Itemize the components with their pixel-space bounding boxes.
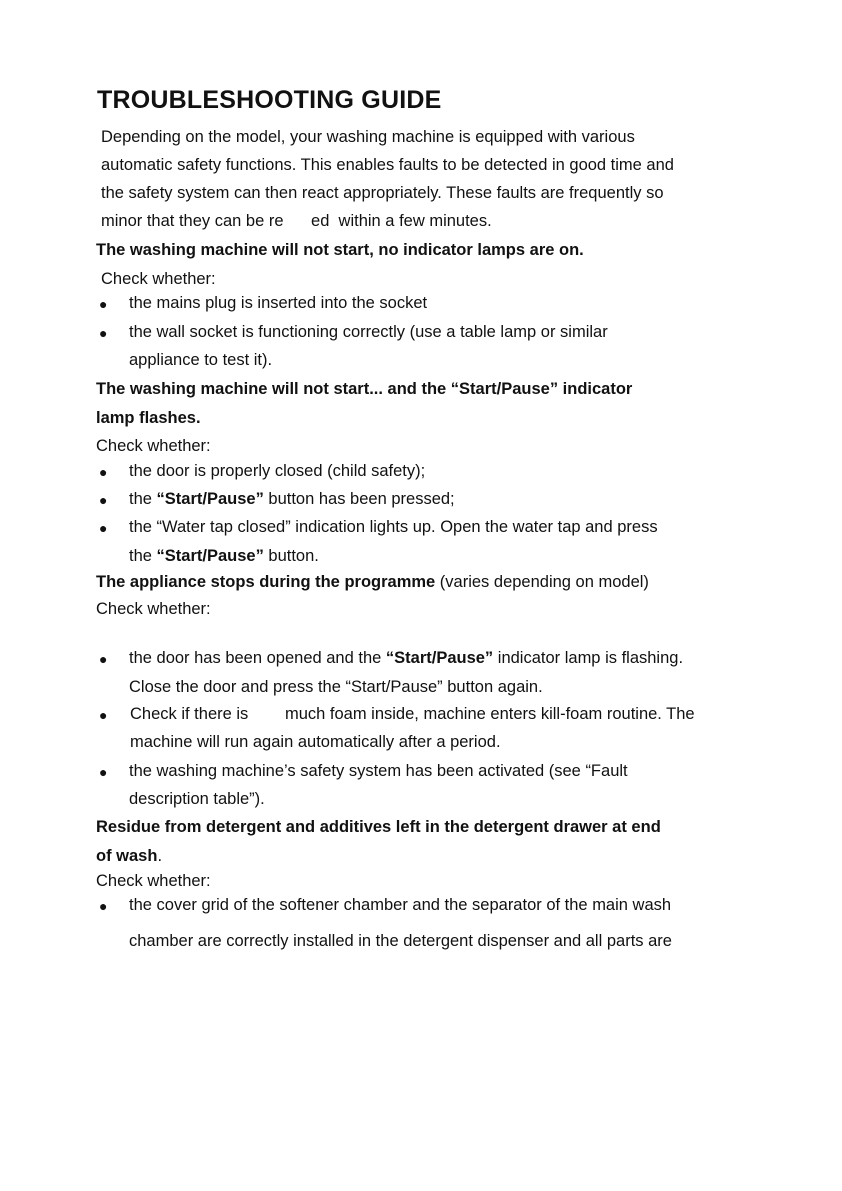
text-run: the [129,547,157,565]
section3-item-2-cont: machine will run again automatically after a period. [130,733,501,751]
section4-heading: Residue from detergent and additives left in the detergent drawer at end [96,818,661,836]
bullet-icon: ● [99,520,108,536]
bullet-icon: ● [99,464,108,480]
section2-heading: The washing machine will not start... and the “Start/Pause” indicator [96,380,633,398]
bullet-icon: ● [99,707,108,723]
section2-item-3: the “Water tap closed” indication lights up. Open the water tap and press [129,518,658,536]
section3-item-3: the washing machine’s safety system has been activated (see “Fault [129,762,628,780]
section1-item-2-cont: appliance to test it). [129,351,273,369]
bullet-icon: ● [99,492,108,508]
section3-item-1 [129,648,683,668]
section2-check: Check whether: [96,437,211,455]
start-pause-label: “Start/Pause” [385,649,494,667]
section4-item-1: the cover grid of the softener chamber and the separator of the main wash [129,896,672,914]
intro-line-1: Depending on the model, your washing machine is equipped with various [101,128,635,146]
text-run: the [129,490,157,508]
text-run: button has been pressed; [263,490,455,508]
section2-item-1: the door is properly closed (child safety); [129,462,426,480]
section1-item-1: the mains plug is inserted into the socket [129,294,428,312]
section4-heading-cont [96,846,162,866]
section2-item-2 [129,489,455,509]
section3-item-2: Check if there is much foam inside, machine enters kill-foam routine. The [130,705,695,723]
text-run: (varies depending on model) [435,573,649,591]
section1-heading: The washing machine will not start, no indicator lamps are on. [96,241,584,259]
section3-heading [96,572,649,592]
section1-check: Check whether: [101,270,216,288]
bullet-icon: ● [99,651,108,667]
bullet-icon: ● [99,325,108,341]
start-pause-label: “Start/Pause” [156,547,264,565]
text-run: . [157,847,163,865]
start-pause-label: “Start/Pause” [156,490,264,508]
section2-heading-cont: lamp flashes. [96,409,201,427]
page-title: TROUBLESHOOTING GUIDE [97,86,442,114]
intro-line-4: minor that they can be re ed within a few minutes. [101,212,492,230]
section2-item-3-cont [129,546,319,566]
text-run: The appliance stops during the programme [96,573,436,591]
bullet-icon: ● [99,898,108,914]
section3-item-3-cont: description table”). [129,790,265,808]
section4-item-1-cont: chamber are correctly installed in the detergent dispenser and all parts are [129,932,672,950]
intro-line-3: the safety system can then react appropriately. These faults are frequently so [101,184,664,202]
text-run: of wash [96,847,158,865]
intro-line-2: automatic safety functions. This enables faults to be detected in good time and [101,156,674,174]
bullet-icon: ● [99,764,108,780]
section3-item-1-cont: Close the door and press the “Start/Pause” button again. [129,678,543,696]
section4-check: Check whether: [96,872,211,890]
section1-item-2: the wall socket is functioning correctly (use a table lamp or similar [129,323,608,341]
bullet-icon: ● [99,296,108,312]
section3-check: Check whether: [96,600,211,618]
text-run: button. [263,547,319,565]
text-run: indicator lamp is flashing. [493,649,684,667]
text-run: the door has been opened and the [129,649,386,667]
